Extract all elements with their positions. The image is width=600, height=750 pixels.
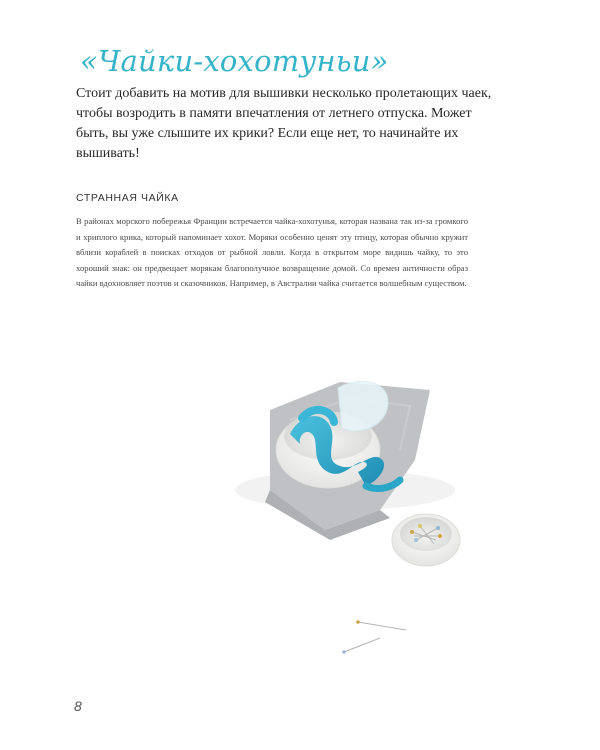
intro-paragraph <box>76 84 496 164</box>
intro-text: Стоит добавить на мотив для вышивки несколько пролетающих чаек, чтобы возродить в памяти впечатления от летнего отпуска. Может быть, вы уже слышите их крики? Если еще нет, то начинайте их вышивать! <box>76 86 492 161</box>
section-body <box>76 214 468 292</box>
small-bowl-with-pins <box>392 514 460 566</box>
page-number: 8 <box>74 698 82 714</box>
section-body-text: В районах морского побережья Франции встречается чайка-хохотунья, которая названа так из-за громкого и хриплого крика, который напоминает хохот. Моряки особенно ценят эту птицу, которая обычно кружит вблизи кораблей в поисках отходов от рыбной ловли. Когда в открытом море видишь чайку, то это хороший знак: он предвещает морякам благополучное возвращение домой. Со времен античности образ чайки вдохновляет поэтов и сказочников. Например, в Австралии чайка считается волшебным существом. <box>76 216 468 288</box>
section-heading: СТРАННАЯ ЧАЙКА <box>76 192 179 204</box>
loose-pins <box>342 620 406 654</box>
photo-sewing-supplies <box>230 340 530 680</box>
page-title: «Чайки-хохотуньи» <box>80 44 389 78</box>
